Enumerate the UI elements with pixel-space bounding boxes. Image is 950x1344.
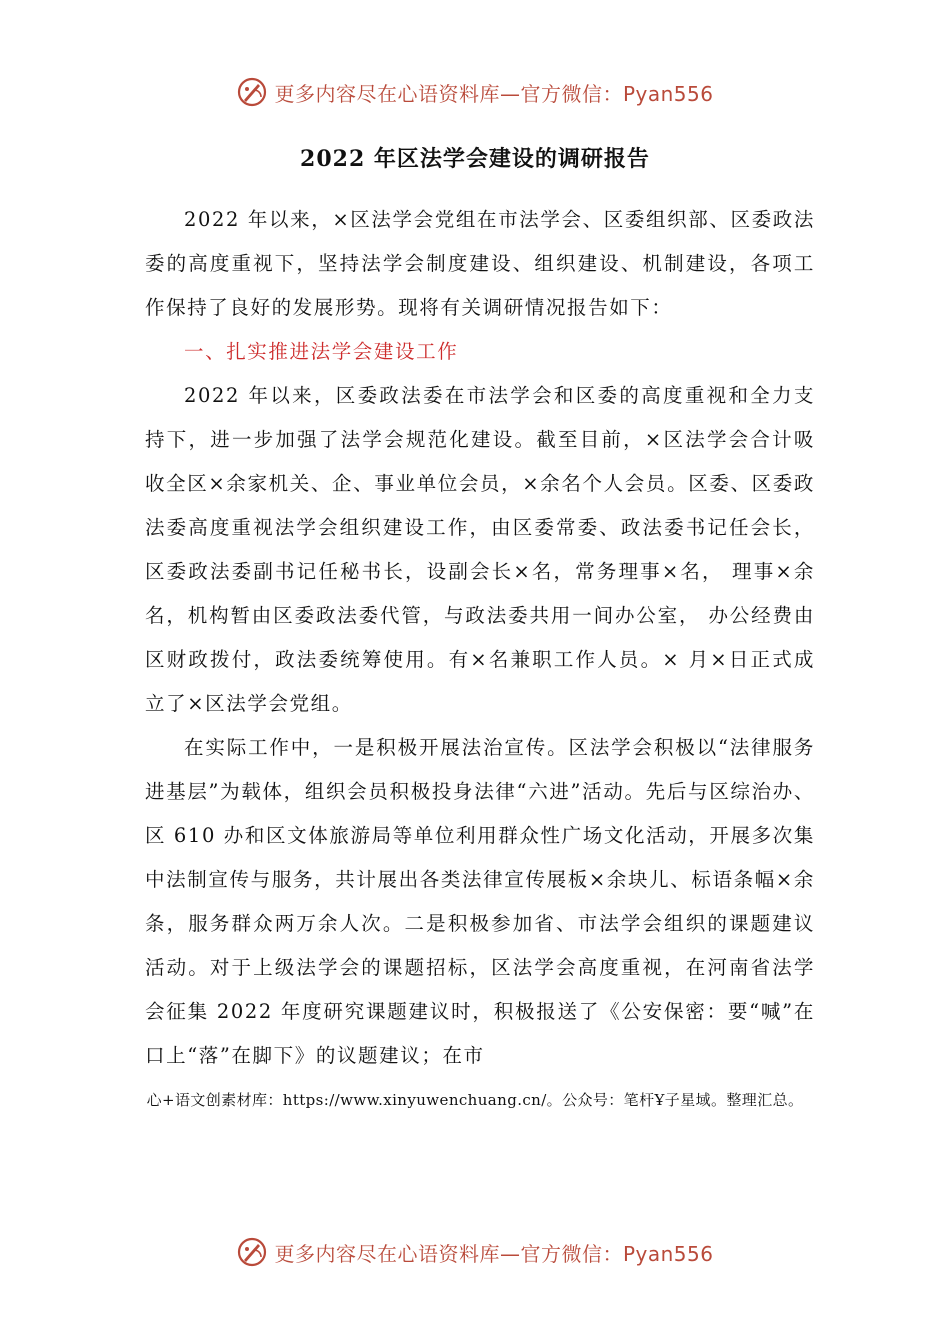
body-paragraph: 在实际工作中，一是积极开展法治宣传。区法学会积极以“法律服务进基层”为载体，组织会员积极投身法律“六进”活动。先后与区综治办、区 610 办和区文体旅游局等单位利用群众性广场文化活动，开展多次集中法制宣传与服务，共计展出各类法律宣传展板×余块儿、标语条幅×余条，服务群众两万余人次。二是积极参加省、市法学会组织的课题建议活动。对于上级法学会的课题招标，区法学会高度重视，在河南省法学会征集 2022 年度研究课题建议时，积极报送了《公安保密：要“喊”在口上“落”在脚下》的议题建议；在市 bbox=[145, 736, 815, 1067]
source-footnote: 心+语文创素材库：https://www.xinyuwenchuang.cn/。公众号：笔杆Ұ子星域。整理汇总。 bbox=[146, 1091, 804, 1109]
document-title: 2022 年区法学会建设的调研报告 bbox=[300, 146, 650, 172]
document-body bbox=[145, 198, 815, 1078]
quill-seal-icon bbox=[236, 76, 268, 108]
footer-banner-text: 更多内容尽在心语资料库—官方微信：Pyan556 bbox=[274, 1241, 714, 1266]
header-banner-text: 更多内容尽在心语资料库—官方微信：Pyan556 bbox=[274, 81, 714, 106]
quill-seal-icon bbox=[236, 1236, 268, 1268]
section-heading: 一、扎实推进法学会建设工作 bbox=[184, 340, 459, 363]
body-paragraph: 2022 年以来，区委政法委在市法学会和区委的高度重视和全力支持下，进一步加强了法学会规范化建设。截至目前，×区法学会合计吸收全区×余家机关、企、事业单位会员，×余名个人会员。区委、区委政法委高度重视法学会组织建设工作，由区委常委、政法委书记任会长，区委政法委副书记任秘书长，设副会长×名，常务理事×名， 理事×余名，机构暂由区委政法委代管，与政法委共用一间办公室， 办公经费由区财政拨付，政法委统筹使用。有×名兼职工作人员。× 月×日正式成立了×区法学会党组。 bbox=[145, 384, 815, 715]
footer-banner bbox=[0, 1232, 950, 1272]
intro-paragraph: 2022 年以来，×区法学会党组在市法学会、区委组织部、区委政法委的高度重视下，坚持法学会制度建设、组织建设、机制建设，各项工作保持了良好的发展形势。现将有关调研情况报告如下： bbox=[145, 208, 815, 319]
header-banner bbox=[0, 72, 950, 112]
